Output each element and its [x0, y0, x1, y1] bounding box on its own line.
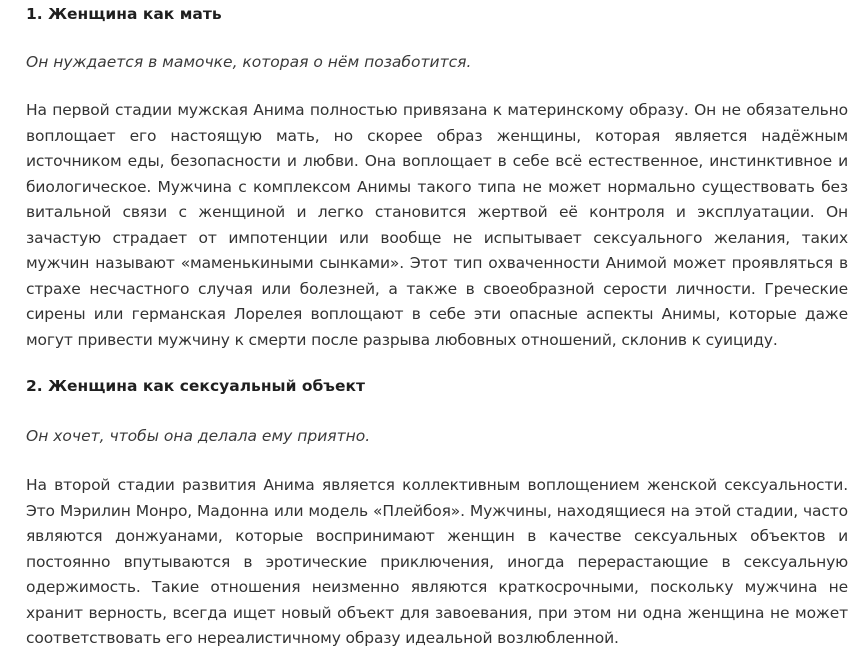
section-heading-mother: 1. Женщина как мать: [26, 5, 222, 23]
section-subtitle-sexual-object: Он хочет, чтобы она делала ему приятно.: [26, 427, 371, 445]
section-subtitle-mother: Он нуждается в мамочке, которая о нём позаботится.: [26, 53, 472, 71]
section-paragraph-sexual-object: На второй стадии развития Анима является коллективным воплощением женской сексуальности. Это Мэрилин Монро, Мадонна или модель «Плейбоя». Мужчины, находящиеся на этой стадии, часто являются донжуанами, которые воспринимают женщин в качестве сексуальных объектов и постоянно впутываются в эротические приключения, иногда перерастающие в сексуальную одержимость. Такие отношения неизменно являются краткосрочными, поскольку мужчина не хранит верность, всегда ищет новый объект для завоевания, при этом ни одна женщина не может соответствовать его нереалистичному образу идеальной возлюбленной.: [26, 476, 848, 647]
section-heading-sexual-object: 2. Женщина как сексуальный объект: [26, 377, 365, 395]
section-paragraph-mother: На первой стадии мужская Анима полностью привязана к материнскому образу. Он не обязательно воплощает его настоящую мать, но скорее образ женщины, которая является надёжным источником еды, безопасности и любви. Она воплощает в себе всё естественное, инстинктивное и биологическое. Мужчина с комплексом Анимы такого типа не может нормально существовать без витальной связи с женщиной и легко становится жертвой её контроля и эксплуатации. Он зачастую страдает от импотенции или вообще не испытывает сексуального желания, таких мужчин называют «маменькиными сынками». Этот тип охваченности Анимой может проявляться в страхе несчастного случая или болезней, а также в своеобразной серости личности. Греческие сирены или германская Лорелея воплощают в себе эти опасные аспекты Анимы, которые даже могут привести мужчину к смерти после разрыва любовных отношений, склонив к суициду.: [26, 101, 848, 349]
